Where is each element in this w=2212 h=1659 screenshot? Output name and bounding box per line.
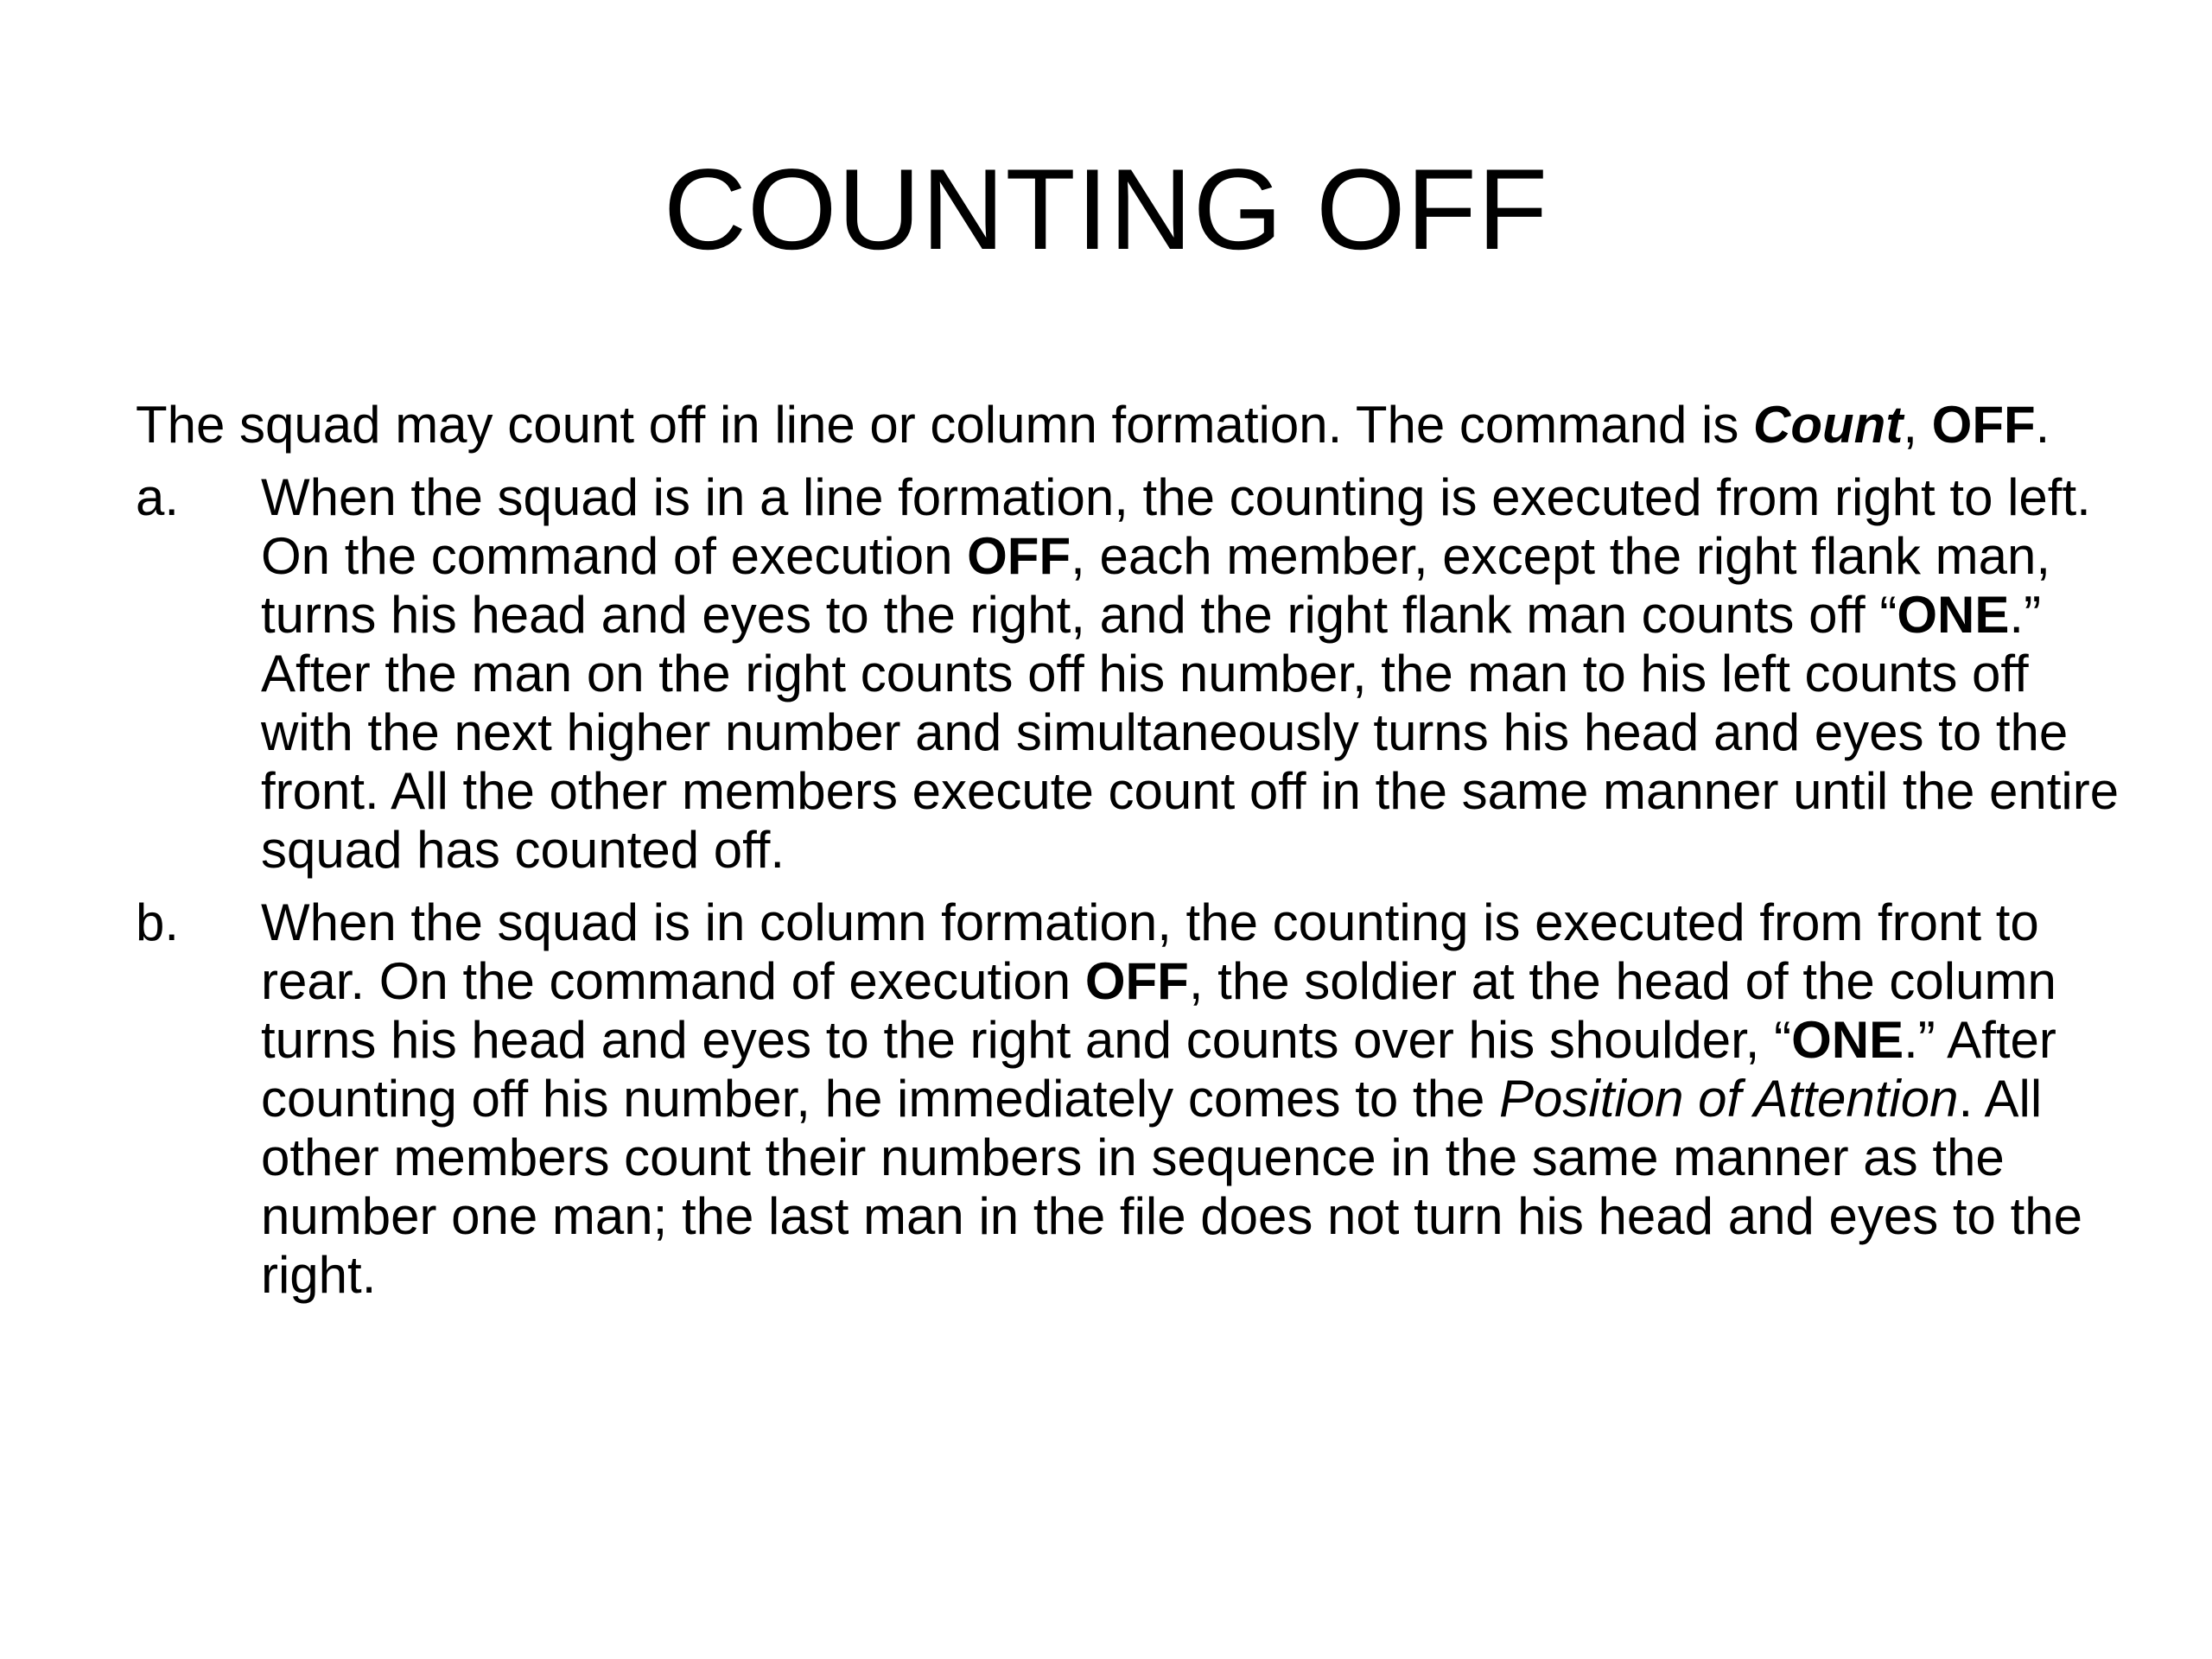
list-item-a-text xyxy=(261,468,2123,880)
slide-title: COUNTING OFF xyxy=(663,146,1549,274)
intro-paragraph xyxy=(136,396,2123,454)
item-b-bold-off: OFF xyxy=(1084,952,1189,1010)
item-b-bold-one: ONE xyxy=(1791,1011,1904,1069)
intro-comma: , xyxy=(1903,396,1932,454)
item-a-bold-one: ONE xyxy=(1897,586,2010,644)
list-item-b xyxy=(136,893,2123,1305)
intro-period: . xyxy=(2035,396,2050,454)
item-b-part-3: .” After counting off his number, he immediately comes to the xyxy=(261,1011,2056,1128)
list-item-b-text xyxy=(261,893,2123,1305)
list-marker-b: b. xyxy=(136,893,180,951)
item-b-italic-position: Position of Attention xyxy=(1499,1070,1959,1128)
item-a-part-2: , each member, except the right flank man, turns his head and eyes to the right, and the right flank man counts off “ xyxy=(261,527,2051,644)
slide-body xyxy=(136,396,2123,1319)
item-a-part-1: When the squad is in a line formation, the counting is executed from right to left. On the command of execution xyxy=(261,468,2091,585)
list-item-a xyxy=(136,468,2123,880)
intro-text: The squad may count off in line or column formation. The command is xyxy=(136,396,1754,454)
item-b-part-1: When the squad is in column formation, the counting is executed from front to rear. On the command of execution xyxy=(261,893,2039,1010)
item-b-part-2: , the soldier at the head of the column turns his head and eyes to the right and counts over his shoulder, “ xyxy=(261,952,2056,1069)
list-marker-a: a. xyxy=(136,468,180,526)
item-a-part-3: .” After the man on the right counts off his number, the man to his left counts off with the next higher number and simultaneously turns his head and eyes to the front. All the other members execute count off in the same manner until the entire squad has counted off. xyxy=(261,586,2120,879)
item-a-bold-off: OFF xyxy=(967,527,1071,585)
command-count: Count xyxy=(1753,396,1904,454)
command-off: OFF xyxy=(1931,396,2036,454)
item-b-part-4: . All other members count their numbers in sequence in the same manner as the number one man; the last man in the file does not turn his head and eyes to the right. xyxy=(261,1070,2082,1304)
